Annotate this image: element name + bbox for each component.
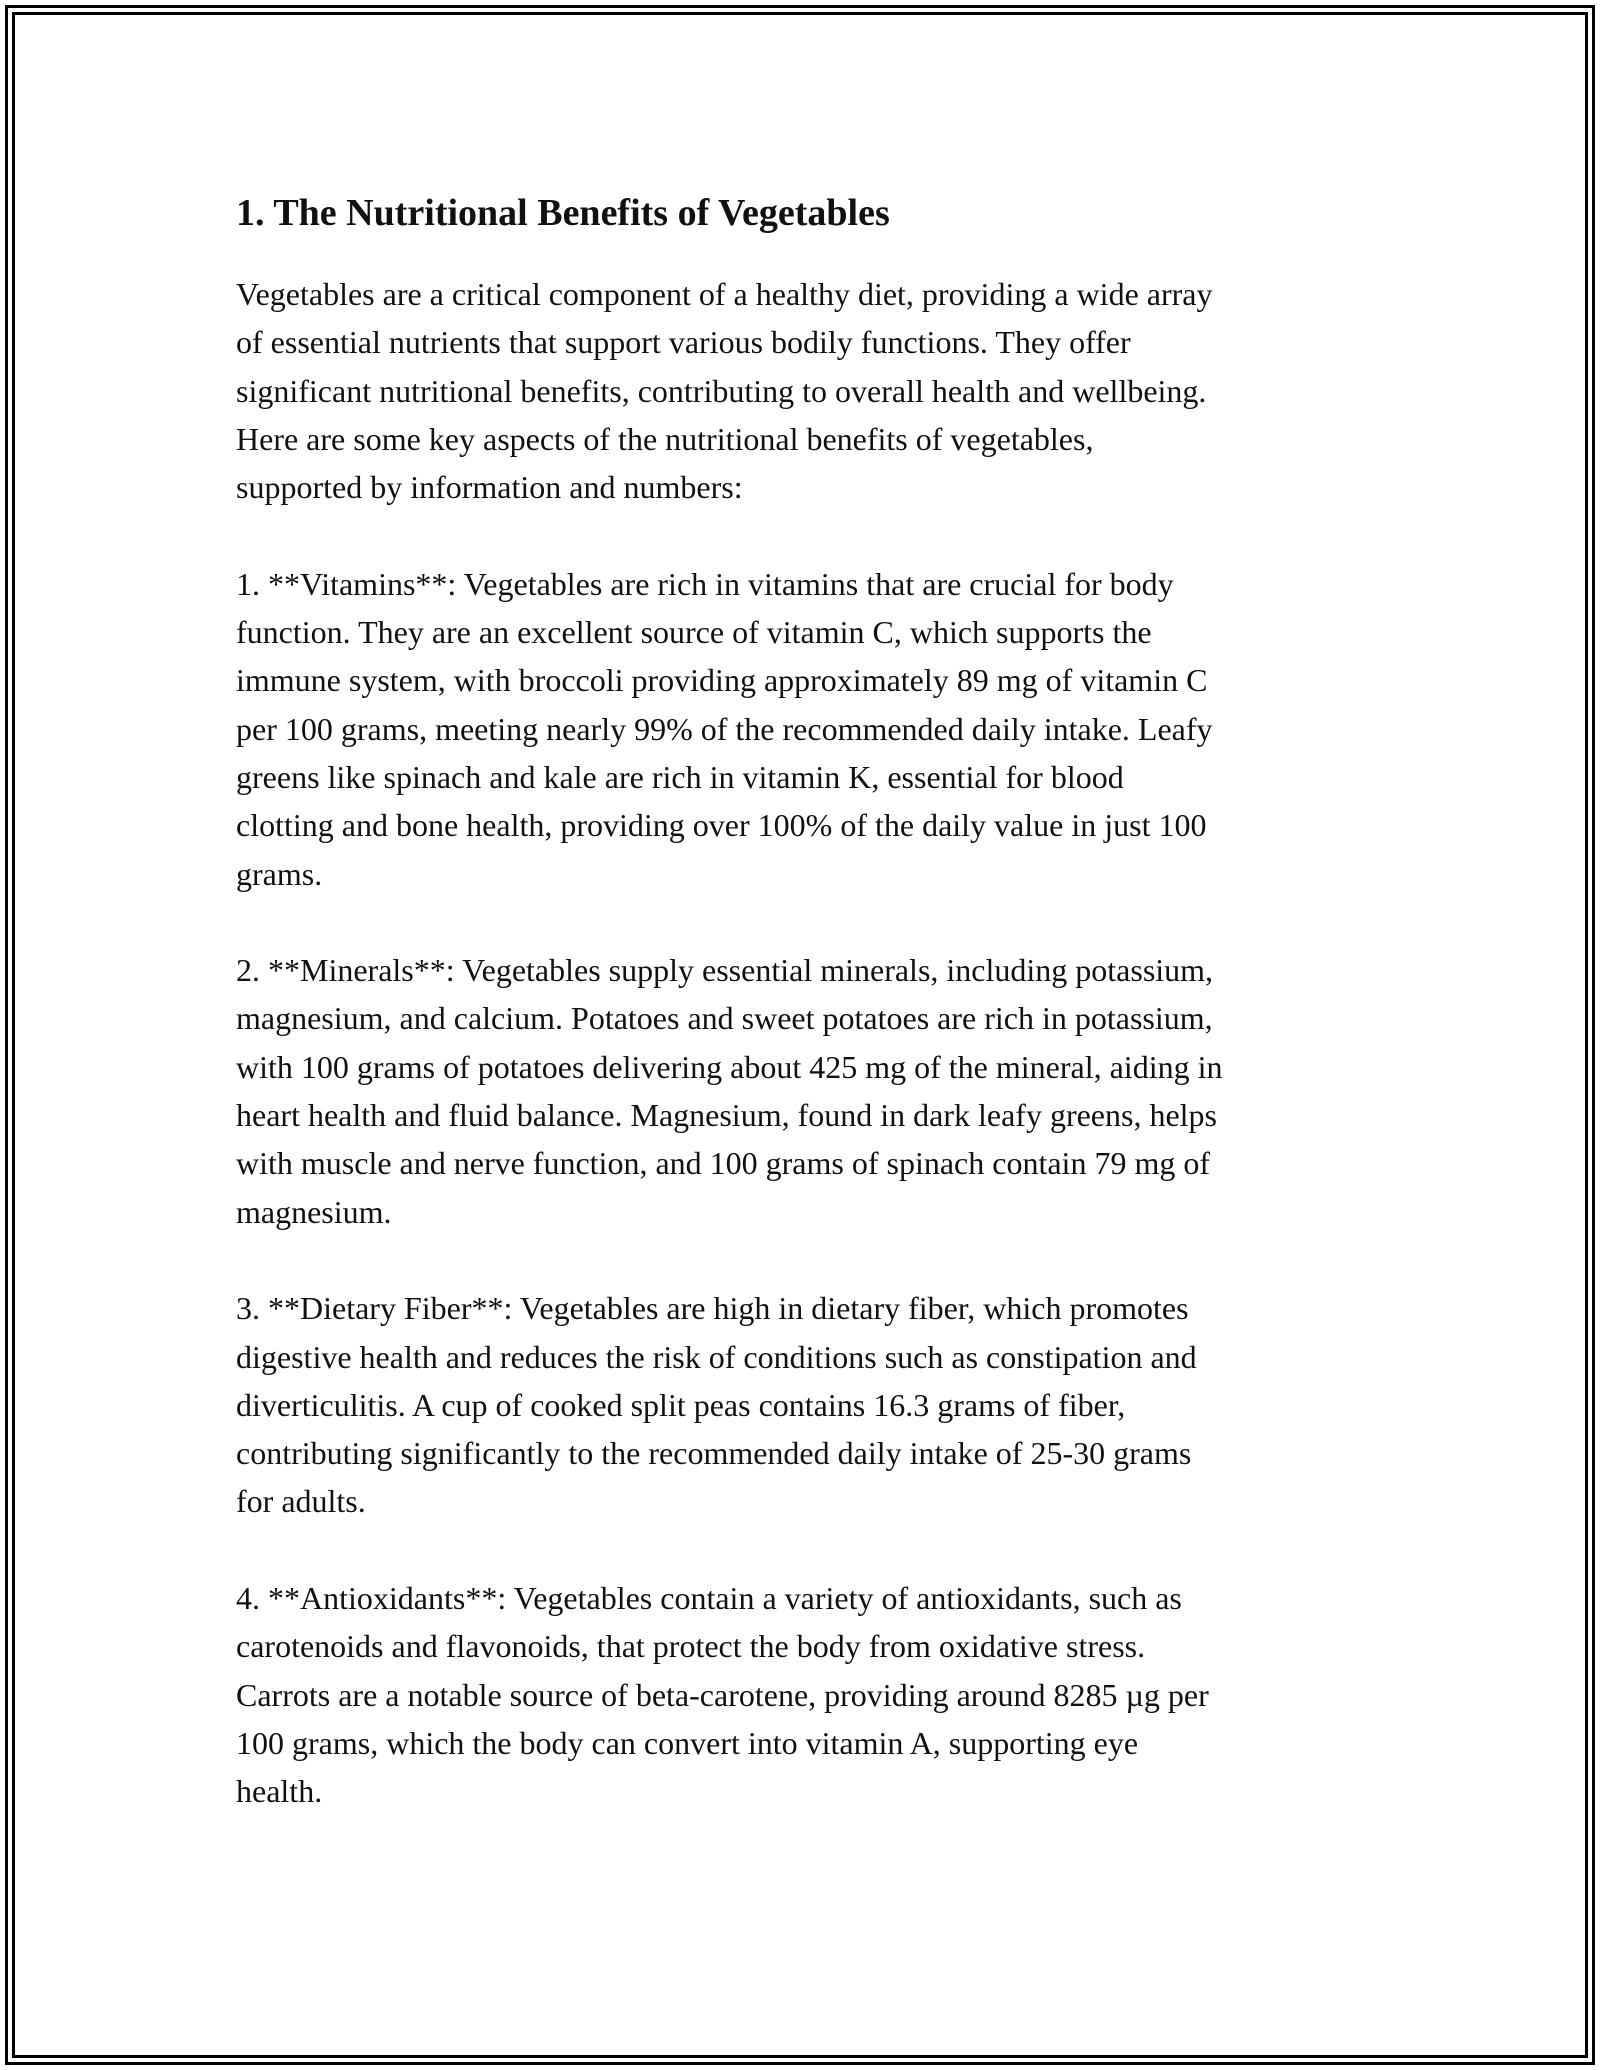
document-title: 1. The Nutritional Benefits of Vegetables bbox=[236, 192, 890, 234]
vitamins-paragraph: 1. **Vitamins**: Vegetables are rich in vitamins that are crucial for body function. They are an excellent source of vitamin C, which supports the immune system, with broccoli providing approximately 89 mg of vitamin C per 100 grams, meeting nearly 99% of the recommended daily intake. Leafy greens like spinach and kale are rich in vitamin K, essential for blood clotting and bone health, providing over 100% of the daily value in just 100 grams. bbox=[236, 565, 1213, 892]
antioxidants-paragraph: 4. **Antioxidants**: Vegetables contain a variety of antioxidants, such as carotenoids and flavonoids, that protect the body from oxidative stress. Carrots are a notable source of beta-carotene, providing around 8285 µg per 100 grams, which the body can convert into vitamin A, supporting eye health. bbox=[236, 1580, 1209, 1810]
intro-paragraph: Vegetables are a critical component of a healthy diet, providing a wide array of essential nutrients that support various bodily functions. They offer significant nutritional benefits, contributing to overall health and wellbeing. Here are some key aspects of the nutritional benefits of vegetables, supported by information and numbers: bbox=[236, 276, 1213, 506]
minerals-paragraph: 2. **Minerals**: Vegetables supply essential minerals, including potassium, magnesium, and calcium. Potatoes and sweet potatoes are rich in potassium, with 100 grams of potatoes delivering about 425 mg of the mineral, aiding in heart health and fluid balance. Magnesium, found in dark leafy greens, helps with muscle and nerve function, and 100 grams of spinach contain 79 mg of magnesium. bbox=[236, 952, 1223, 1230]
document-body bbox=[236, 186, 1376, 1816]
dietary-fiber-paragraph: 3. **Dietary Fiber**: Vegetables are high in dietary fiber, which promotes digestive health and reduces the risk of conditions such as constipation and diverticulitis. A cup of cooked split peas contains 16.3 grams of fiber, contributing significantly to the recommended daily intake of 25-30 grams for adults. bbox=[236, 1290, 1197, 1520]
